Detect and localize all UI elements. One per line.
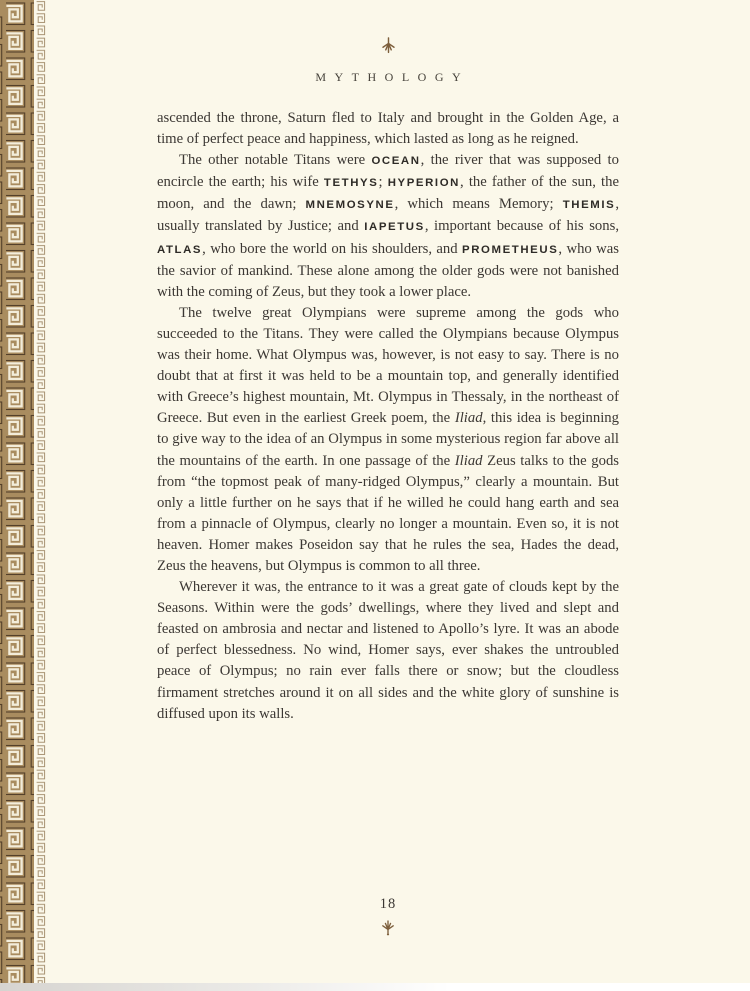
page-content: [157, 0, 619, 725]
deity-name: PROMETHEUS: [462, 243, 559, 256]
deity-name: IAPETUS: [364, 221, 425, 234]
page-header: [157, 0, 619, 85]
leaf-sprig-up-icon: [380, 917, 396, 937]
greek-key-border: [0, 0, 48, 991]
deity-name: ATLAS: [157, 243, 203, 256]
body-text: , the father of the sun, the moon, and the dawn;: [157, 174, 619, 213]
photo-bottom-edge: [0, 983, 750, 991]
paragraph: [157, 150, 619, 303]
deity-name: OCEAN: [371, 155, 421, 168]
page-footer: [157, 896, 619, 942]
body-text: Zeus talks to the gods from “the topmost peak of many-ridged Olympus,” clearly a mountain. But only a little further on he says that if he willed he could hang earth and sea from a pinnacle of Olympus, clearly no longer a mountain. Even so, it is not heaven. Homer makes Poseidon say that he rules the sea, Hades the dead, Zeus the heavens, but Olympus is common to all three.: [157, 452, 620, 574]
page-number: 18: [379, 896, 397, 912]
body-text: , important because of his sons,: [424, 218, 619, 235]
deity-name: TETHYS: [323, 177, 379, 190]
body-text: , the river that was supposed to encircle the earth; his wife: [157, 152, 619, 191]
body-text: The twelve great Olympians were supreme among the gods who succeeded to the Titans. They were called the Olympians because Olympus was their home. What Olympus was, however, is not easy to say. There is no doubt that at first it was held to be a mountain top, and generally identified with Greece’s highest mountain, Mt. Olympus in Thessaly, in the northeast of Greece. But even in the earliest Greek poem, the: [157, 304, 619, 427]
page-text: [157, 108, 619, 725]
body-text: , who bore the world on his shoulders, and: [202, 240, 463, 257]
deity-name: THEMIS: [562, 199, 616, 212]
page-title: MYTHOLOGY: [315, 70, 470, 84]
body-text: Wherever it was, the entrance to it was a great gate of clouds kept by the Seasons. Within were the gods’ dwellings, where they lived and slept and feasted on ambrosia and nectar and listened to Apollo’s lyre. It was an abode of perfect blessedness. No wind, Homer says, ever shakes the untroubled peace of Olympus; no rain ever falls there or snow; but the cloudless firmament stretches around it on all sides and the white glory of sunshine is diffused upon its walls.: [157, 579, 619, 722]
italic-title: Iliad: [454, 452, 483, 469]
leaf-sprig-down-icon: [380, 36, 397, 56]
body-text: , this idea is beginning to give way to the idea of an Olympus in some mysterious region far above all the mountains of the earth. In one passage of the: [157, 410, 619, 469]
italic-title: Iliad: [454, 410, 483, 427]
body-text: ascended the throne, Saturn fled to Italy and brought in the Golden Age, a time of perfect peace and happiness, which lasted as long as he reigned.: [157, 110, 619, 148]
deity-name: MNEMOSYNE: [305, 199, 395, 212]
body-text: The other notable Titans were: [179, 152, 372, 169]
paragraph: [157, 108, 619, 150]
body-text: , who was the savior of mankind. These alone among the older gods were not banished with the coming of Zeus, but they took a lower place.: [157, 240, 619, 300]
body-text: , usually translated by Justice; and: [157, 196, 619, 235]
paragraph: [157, 577, 619, 725]
deity-name: HYPERION: [387, 177, 460, 190]
body-text: ;: [378, 174, 388, 191]
body-text: , which means Memory;: [394, 196, 563, 213]
paragraph: [157, 303, 619, 577]
